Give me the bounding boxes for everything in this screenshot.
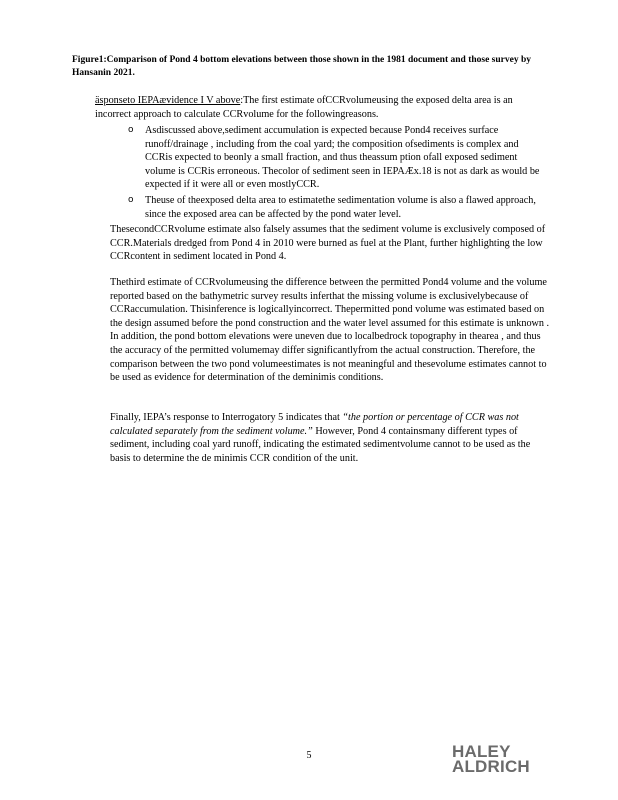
- bullet-marker-icon: o: [128, 194, 134, 205]
- bullet-marker-icon: o: [128, 125, 134, 135]
- list-item-text: Asdiscussed above,sediment accumulation is expected because Pond4 receives surface runoff/drainage , including from the coal yard; the composition ofsediments is complex and CCRis expected to beonly a small fraction, and thus theassum ption ofall exposed sediment volume is CCRis erroneous. Thecolor of sediment seen in IEPAÆx.18 is not as dark as would be expected if it were all or even mostlyCCR.: [145, 125, 540, 191]
- paragraph-second-estimate: ThesecondCCRvolume estimate also falsely assumes that the sediment volume is exclusively composed of CCR.Materials dredged from Pond 4 in 2010 were burned as fuel at the Plant, further highlighting the low CCRcontent in sediment located in Pond 4.: [110, 224, 546, 263]
- paragraph-finally-part-a: Finally, IEPA’s response to Interrogatory 5 indicates that: [110, 412, 343, 423]
- logo-line-1: HALEY: [452, 742, 511, 761]
- intro-paragraph: [95, 94, 550, 122]
- list-item: [128, 124, 548, 192]
- logo-line-2: ALDRICH: [452, 757, 530, 776]
- list-item: [128, 194, 548, 221]
- quoted-response: “the portion or percentage of CCR was not calculated separately from the sediment volume.”: [110, 412, 519, 437]
- reason-list: [128, 124, 548, 223]
- intro-text: :The first estimate ofCCRvolumeusing the exposed delta area is an incorrect approach to calculate CCRvolume for the followingreasons.: [95, 95, 513, 120]
- paragraph-finally-part-b: However, Pond 4 containsmany different types of sediment, including coal yard runoff, indicating the estimated sedimentvolume cannot to be used as the basis to determine the de minimis CCR condition of the unit.: [110, 425, 531, 464]
- page-number: 5: [306, 750, 312, 761]
- intro-lead: äsponseto IEPAævidence I V above: [95, 95, 241, 106]
- haley-aldrich-logo: [452, 744, 548, 774]
- paragraph-third-estimate: Thethird estimate of CCRvolumeusing the difference between the permitted Pond4 volume and the volume reported based on the bathymetric survey results inferthat the missing volume is exclusivelybecause of CCRaccumulation. Thisinference is logicallyincorrect. Thepermitted pond volume was estimated based on the design assumed before the pond construction and the water level assumed for this estimate is unknown . In addition, the pond bottom elevations were uneven due to localbedrock topography in thearea , and thus the accuracy of the permitted volumemay differ significantlyfrom the actual construction. Therefore, the comparison between the two pond volumeestimates is not meaningful and thesevolume estimates cannot to be used as evidence for determination of the deminimis conditions.: [110, 277, 550, 384]
- figure-caption: Figure1:Comparison of Pond 4 bottom elevations between those shown in the 1981 document and those survey by Hansanin 2021.: [72, 55, 532, 78]
- list-item-text: Theuse of theexposed delta area to estimatethe sedimentation volume is also a flawed approach, since the exposed area can be affected by the pond water level.: [145, 194, 536, 220]
- paragraph-finally: [110, 411, 550, 465]
